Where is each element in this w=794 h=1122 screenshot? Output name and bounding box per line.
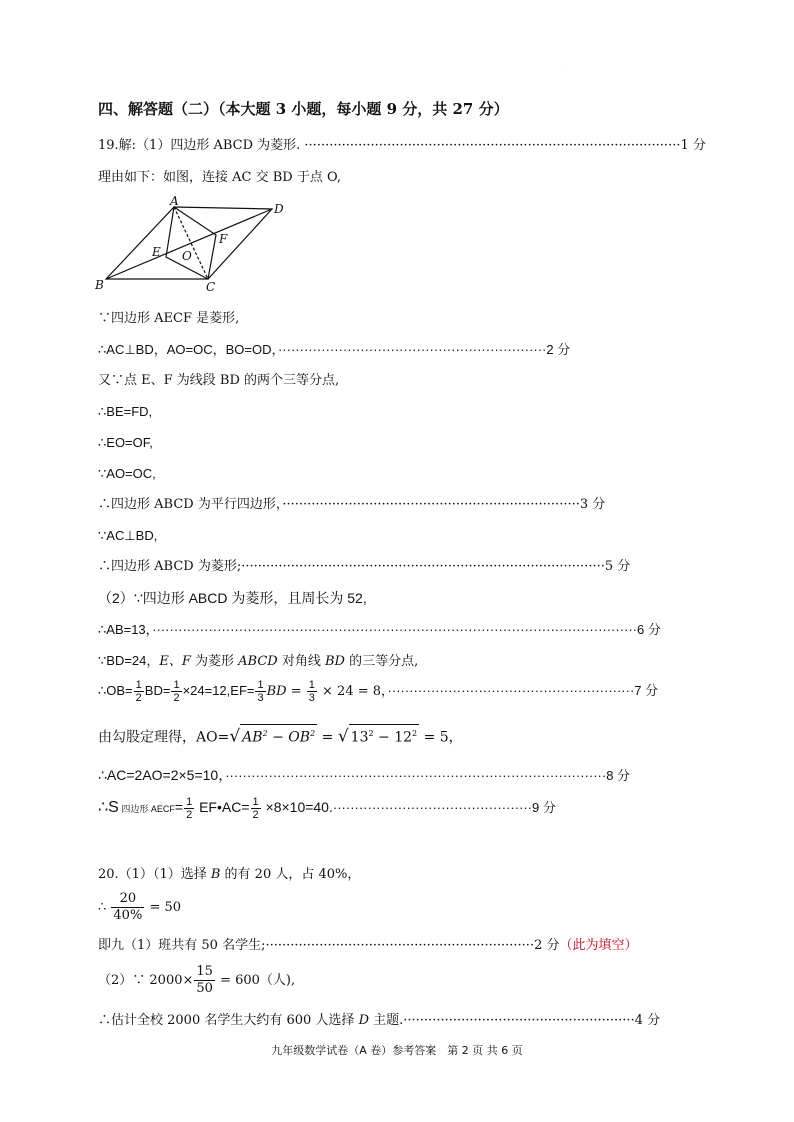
q20-line-3: 即九（1）班共有 50 名学生;·································································2 分（此为填空） <box>98 938 638 953</box>
q19-line-16-g: = 5， <box>419 729 463 746</box>
label-e: E <box>152 245 161 259</box>
q19-line-14-a: ∵BD=24， <box>98 653 160 668</box>
q19-line-17-text: ∴AC=2AO=2×5=10， <box>98 767 226 783</box>
score-9: 9 分 <box>532 800 556 815</box>
q19-line-16: 由勾股定理得，AO=√ $AB^2 - OB^2$ = √ $13^2 - 12^2 = 5$， <box>98 724 463 747</box>
fill-in-note: （此为填空） <box>559 938 638 953</box>
q20-score-4: 4 分 <box>634 1013 661 1028</box>
q20-line-2-a: ∴ <box>98 900 111 915</box>
label-d: D <box>274 202 284 216</box>
q19-line-1-text: 19.解:（1）四边形 ABCD 为菱形. <box>98 138 305 153</box>
q19-line-14-b: E、F <box>159 654 191 669</box>
q19-line-17: ∴AC=2AO=2×5=10，························································································8 分 <box>98 767 631 783</box>
q19-line-10: ∵AC⊥BD, <box>98 528 158 543</box>
q19-line-2: 理由如下：如图，连接 AC 交 BD 于点 O, <box>98 170 342 185</box>
fraction-third-2: $\frac{1}{3}$ <box>308 679 315 705</box>
q19-line-18-a: ∴S <box>98 799 119 816</box>
score-5: 5 分 <box>604 559 631 574</box>
q20-line-1-b: B <box>210 867 221 882</box>
q19-line-14-g: 的三等分点, <box>344 654 419 669</box>
q19-line-11-text: ∴四边形 ABCD 为菱形; <box>98 559 242 574</box>
q20-line-4-b: = 600（人), <box>215 973 296 988</box>
q20-line-1 <box>98 866 360 884</box>
fraction-half-4: $\frac{1}{2}$ <box>252 795 259 821</box>
rhombus-figure <box>92 193 292 293</box>
q19-line-9: ∴四边形 ABCD 为平行四边形，········································································3 分 <box>98 497 606 512</box>
q20-line-1-a: 20.（1）（1）选择 <box>98 867 211 882</box>
q19-line-1: 19.解:（1）四边形 ABCD 为菱形. ···························································································1 分 <box>98 138 706 153</box>
sqrt-1: $AB^2 - OB^2$ <box>240 724 317 747</box>
label-b: B <box>95 278 104 292</box>
q19-line-15: ∴OB= $\frac{1}{2}$ BD= $\frac{1}{2}$ ×24=12,EF= $\frac{1}{3}$ BD = $\frac{1}{3}$ × 24 = 8，·························································7 分 <box>98 679 659 705</box>
q19-line-9-text: ∴四边形 ABCD 为平行四边形， <box>98 497 283 512</box>
score-7: 7 分 <box>634 683 659 698</box>
q19-line-11: ∴四边形 ABCD 为菱形;························································································5 分 <box>98 559 631 574</box>
label-a: A <box>170 194 179 208</box>
q20-line-5-c: 主题. <box>369 1013 404 1028</box>
fraction-15-50: $\frac{15}{50}$ <box>196 964 213 996</box>
q19-line-18: ∴S 四边形 AECF= $\frac{1}{2}$ EF•AC= $\frac{1}{2}$ ×8×10=40.··············································9 分 <box>98 795 556 821</box>
q19-line-12: （2）∵四边形 ABCD 为菱形，且周长为 52, <box>98 590 367 606</box>
q20-line-1-c: 的有 20 人，占 40%， <box>220 867 361 882</box>
q19-line-15-b: BD= <box>144 683 171 698</box>
q19-line-16-a: 由勾股定理得，AO= <box>98 729 230 746</box>
q19-line-15-d: BD <box>266 684 287 699</box>
fraction-half-1: $\frac{1}{2}$ <box>135 679 142 705</box>
q19-line-15-a: ∴OB= <box>98 683 133 698</box>
q20-line-5-b: D <box>358 1013 369 1028</box>
score-6: 6 分 <box>637 622 661 637</box>
q19-line-6: ∴BE=FD, <box>98 404 153 419</box>
score-1: 1 分 <box>680 138 706 153</box>
q20-line-2 <box>98 890 181 926</box>
q19-line-18-e: ×8×10=40. <box>261 799 333 815</box>
q20-line-5: ∴估计全校 2000 名学生大约有 600 人选择 D 主题.························································4 分 <box>98 1013 661 1028</box>
q19-line-18-b: 四边形 AECF <box>118 804 175 814</box>
q19-line-5: 又∵点 E、F 为线段 BD 的两个三等分点, <box>98 373 340 388</box>
q19-line-3: ∵四边形 AECF 是菱形, <box>98 311 240 326</box>
label-c: C <box>206 280 216 293</box>
q20-line-4 <box>98 963 295 999</box>
q19-line-15-f: × 24 = 8， <box>317 684 388 699</box>
fraction-third-1: $\frac{1}{3}$ <box>257 679 264 705</box>
label-f: F <box>219 232 228 246</box>
q19-line-14 <box>98 652 418 671</box>
q19-line-7: ∴EO=OF, <box>98 435 153 450</box>
fraction-half-2: $\frac{1}{2}$ <box>173 679 180 705</box>
q20-line-4-a: （2）∵ 2000× <box>98 973 194 988</box>
sqrt-2: $13^2 - 12^2$ <box>349 724 419 747</box>
q20-score-2: 2 分 <box>534 938 560 953</box>
q19-line-13: ∴AB=13，················································································································6 分 <box>98 622 661 637</box>
label-o: O <box>182 249 192 263</box>
q19-line-14-e: 对角线 <box>277 654 325 669</box>
q19-line-14-f: BD <box>325 654 345 669</box>
q19-line-15-c: ×24=12,EF= <box>182 683 255 698</box>
q19-line-4-text: ∴AC⊥BD，AO=OC，BO=OD， <box>98 342 278 357</box>
q19-line-18-c: = <box>174 799 184 815</box>
q19-line-13-text: ∴AB=13， <box>98 622 153 637</box>
page-footer: 九年级数学试卷（A 卷）参考答案 第 2 页 共 6 页 <box>271 1044 523 1057</box>
score-8: 8 分 <box>606 768 631 783</box>
q19-line-15-e: = <box>286 684 306 699</box>
page-mark: . <box>565 64 567 71</box>
q19-line-18-d: EF•AC= <box>195 799 250 815</box>
score-3: 3 分 <box>579 497 606 512</box>
q19-line-8: ∵AO=OC, <box>98 466 156 481</box>
q20-line-2-b: = 50 <box>145 900 182 915</box>
fraction-half-3: $\frac{1}{2}$ <box>186 795 193 821</box>
fraction-20-40pct: $\frac{20}{40\%}$ <box>113 891 143 923</box>
q19-line-14-d: ABCD <box>238 654 278 669</box>
q19-line-4: ∴AC⊥BD，AO=OC，BO=OD，······························································2 分 <box>98 342 571 357</box>
q20-line-5-a: ∴估计全校 2000 名学生大约有 600 人选择 <box>98 1013 359 1028</box>
score-2: 2 分 <box>546 342 571 357</box>
q19-line-14-c: 为菱形 <box>190 654 239 669</box>
q20-line-3-text: 即九（1）班共有 50 名学生; <box>98 938 266 953</box>
section-heading: 四、解答题（二）（本大题 3 小题，每小题 9 分，共 27 分） <box>98 100 509 118</box>
